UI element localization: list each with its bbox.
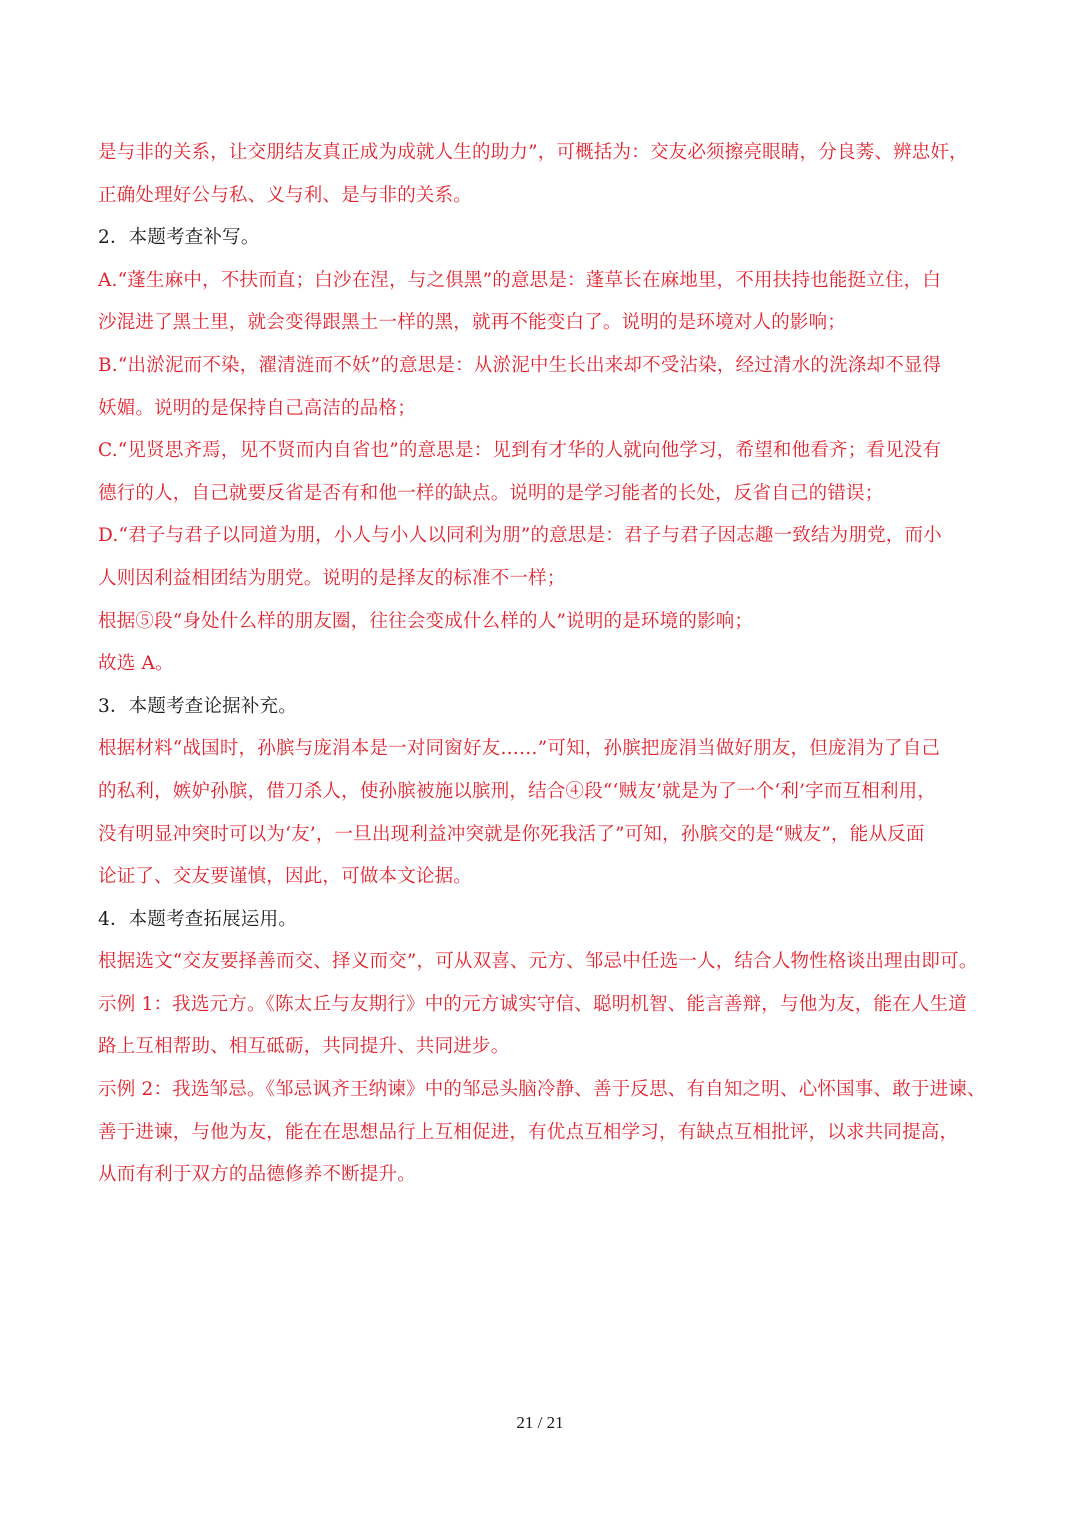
text-line: 妖媚。说明的是保持自己高洁的品格； xyxy=(98,397,416,419)
text-line: 正确处理好公与私、义与利、是与非的关系。 xyxy=(98,184,473,206)
answer-explanation-text xyxy=(98,132,988,1197)
text-line: 根据材料“战国时，孙膑与庞涓本是一对同窗好友……”可知，孙膑把庞涓当做好朋友，但庞涓为了自己 xyxy=(98,738,941,760)
text-line: 故选 A。 xyxy=(98,653,174,675)
section-heading: 3．本题考查论据补充。 xyxy=(98,695,297,717)
text-line: 路上互相帮助、相互砥砺，共同提升、共同进步。 xyxy=(98,1036,510,1058)
text-line: 示例 1：我选元方。《陈太丘与友期行》中的元方诚实守信、聪明机智、能言善辩，与他为友，能在人生道 xyxy=(98,993,968,1015)
text-line: 人则因利益相团结为朋党。说明的是择友的标准不一样； xyxy=(98,567,566,589)
text-line: 的私利，嫉妒孙膑，借刀杀人，使孙膑被施以膑刑，结合④段“‘贼友’就是为了一个‘利’字而互相利用， xyxy=(98,780,937,802)
page-number: 21 / 21 xyxy=(516,1413,564,1432)
text-line: 从而有利于双方的品德修养不断提升。 xyxy=(98,1164,416,1186)
text-line: 德行的人，自己就要反省是否有和他一样的缺点。说明的是学习能者的长处，反省自己的错误； xyxy=(98,482,884,504)
text-line: 示例 2：我选邹忌。《邹忌讽齐王纳谏》中的邹忌头脑冷静、善于反思、有自知之明、心怀国事、敢于进谏、 xyxy=(98,1079,986,1101)
text-line: 沙混进了黑土里，就会变得跟黑土一样的黑，就再不能变白了。说明的是环境对人的影响； xyxy=(98,312,847,334)
section-heading: 2．本题考查补写。 xyxy=(98,227,260,249)
text-line: B.“出淤泥而不染，濯清涟而不妖”的意思是：从淤泥中生长出来却不受沾染，经过清水的洗涤却不显得 xyxy=(98,354,942,376)
text-line: C.“见贤思齐焉，见不贤而内自省也”的意思是：见到有才华的人就向他学习，希望和他看齐；看见没有 xyxy=(98,440,942,462)
text-line: 善于进谏，与他为友，能在在思想品行上互相促进，有优点互相学习，有缺点互相批评，以求共同提高， xyxy=(98,1121,959,1143)
text-line: 根据选文“交友要择善而交、择义而交”，可从双喜、元方、邹忌中任选一人，结合人物性格谈出理由即可。 xyxy=(98,951,978,973)
section-heading: 4．本题考查拓展运用。 xyxy=(98,908,297,930)
text-line: A.“蓬生麻中，不扶而直；白沙在涅，与之俱黑”的意思是：蓬草长在麻地里，不用扶持也能挺立住，白 xyxy=(98,269,942,291)
text-line: 论证了、交友要谨慎，因此，可做本文论据。 xyxy=(98,866,473,888)
text-line: D.“君子与君子以同道为朋，小人与小人以同利为朋”的意思是：君子与君子因志趣一致结为朋党，而小 xyxy=(98,525,942,547)
text-line: 没有明显冲突时可以为‘友’，一旦出现利益冲突就是你死我活了”可知，孙膑交的是“贼友”，能从反面 xyxy=(98,823,925,845)
text-line: 根据⑤段“身处什么样的朋友圈，往往会变成什么样的人”说明的是环境的影响； xyxy=(98,610,754,632)
text-line: 是与非的关系，让交朋结友真正成为成就人生的助力”，可概括为：交友必须擦亮眼睛，分良莠、辨忠奸， xyxy=(98,142,968,163)
